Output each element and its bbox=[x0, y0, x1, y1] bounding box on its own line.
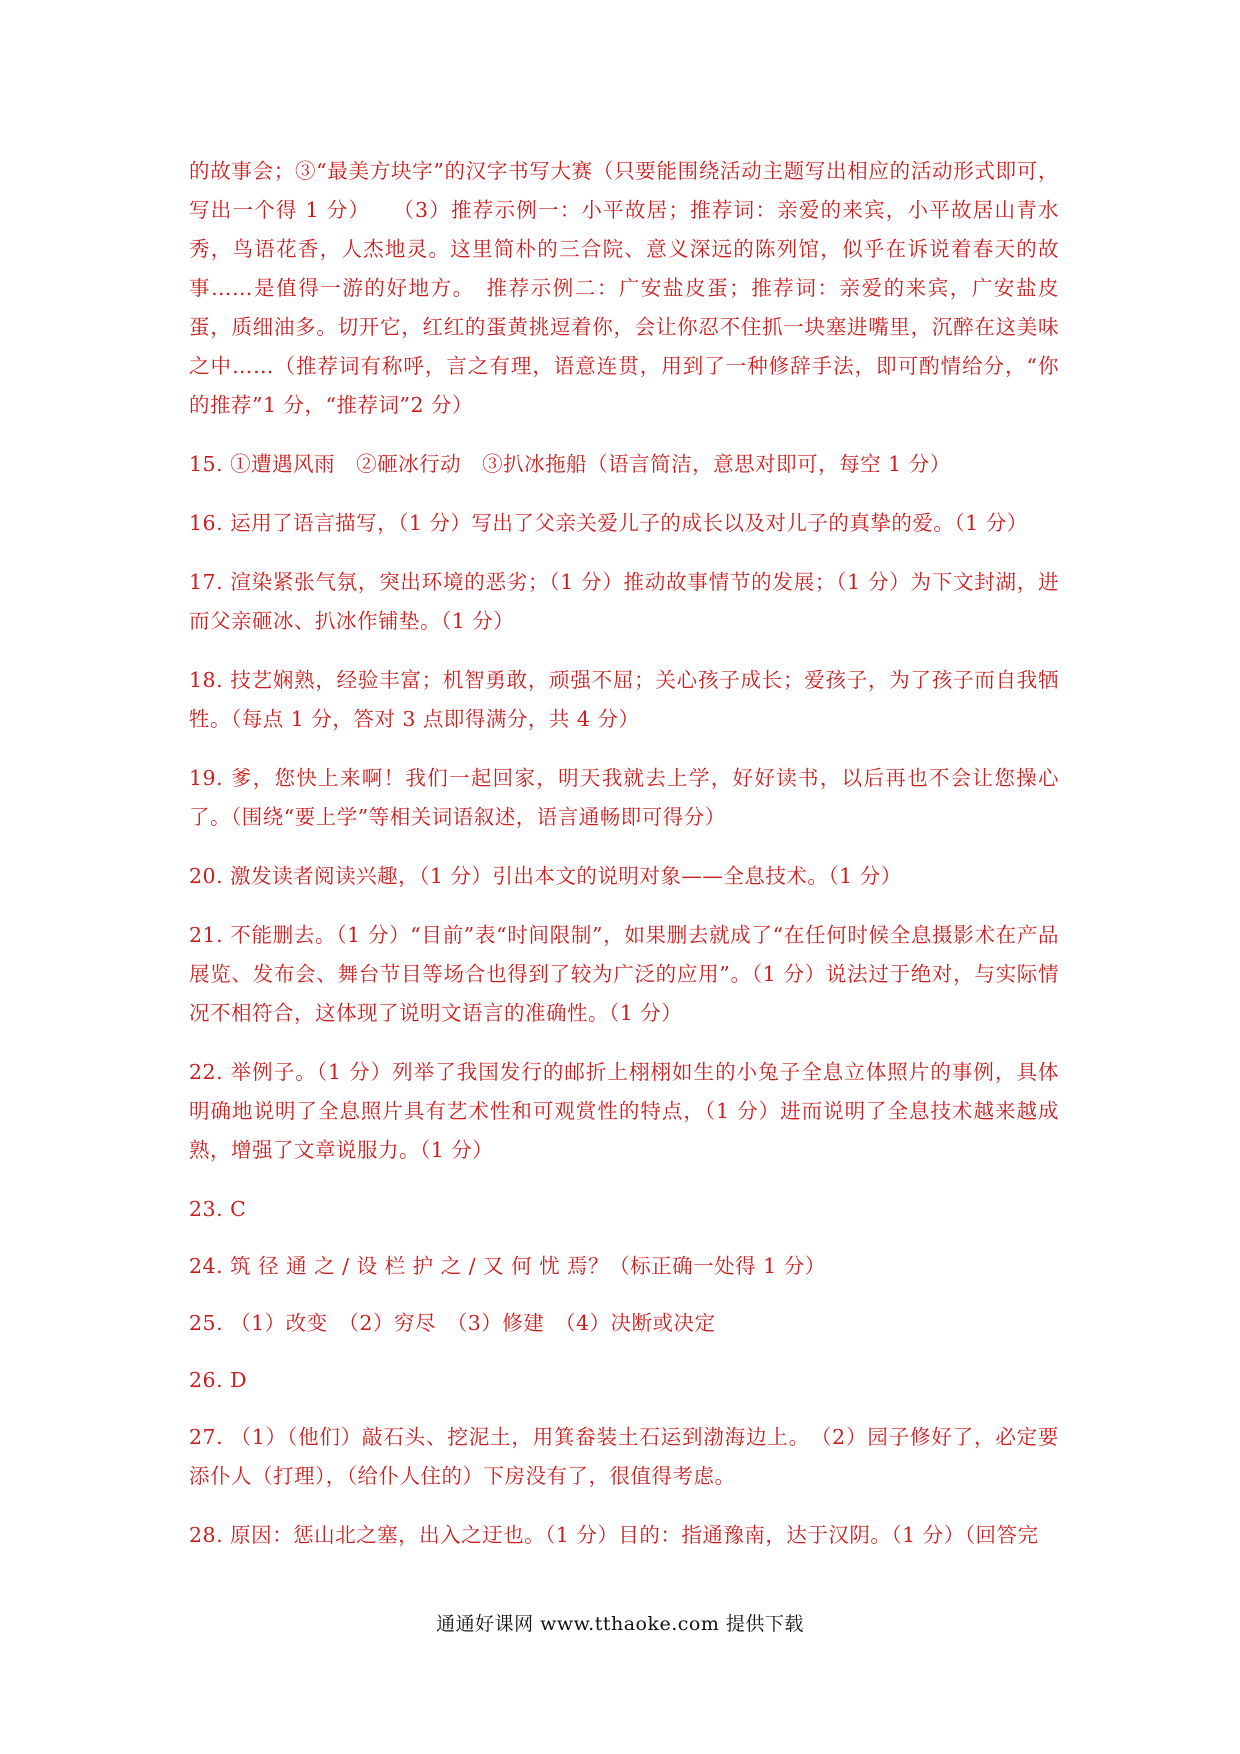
answer-21: 21. 不能删去。（1 分）“目前”表“时间限制”，如果删去就成了“在任何时候全息摄影术在产品展览、发布会、舞台节目等场合也得到了较为广泛的应用”。（1 分）说法过于绝对，与实际情况不相符合，这体现了说明文语言的准确性。（1 分） bbox=[189, 923, 1059, 1025]
answer-22: 22. 举例子。（1 分）列举了我国发行的邮折上栩栩如生的小兔子全息立体照片的事例，具体明确地说明了全息照片具有艺术性和可观赏性的特点，（1 分）进而说明了全息技术越来越成熟，增强了文章说服力。（1 分） bbox=[189, 1060, 1059, 1162]
answer-19: 19. 爹，您快上来啊！我们一起回家，明天我就去上学，好好读书，以后再也不会让您操心了。（围绕“要上学”等相关词语叙述，语言通畅即可得分） bbox=[189, 766, 1059, 829]
answer-23: 23. C bbox=[189, 1197, 247, 1221]
answer-24: 24. 筑 径 通 之 / 设 栏 护 之 / 又 何 忧 焉？（标正确一处得 1 分） bbox=[189, 1254, 826, 1278]
answer-16: 16. 运用了语言描写，（1 分）写出了父亲关爱儿子的成长以及对儿子的真挚的爱。（1 分） bbox=[189, 511, 1028, 535]
answer-27: 27. （1）（他们）敲石头、挖泥土，用箕畚装土石运到渤海边上。 （2）园子修好了，必定要添仆人（打理），（给仆人住的）下房没有了，很值得考虑。 bbox=[189, 1425, 1059, 1488]
answer-15: 15. ①遭遇风雨 ②砸冰行动 ③扒冰拖船（语言简洁，意思对即可，每空 1 分） bbox=[189, 452, 951, 476]
answer-28: 28. 原因：惩山北之塞，出入之迂也。（1 分）目的：指通豫南，达于汉阴。（1 分）（回答完 bbox=[189, 1523, 1039, 1547]
answer-key-content bbox=[189, 152, 1059, 1575]
answer-18: 18. 技艺娴熟，经验丰富；机智勇敢，顽强不屈；关心孩子成长；爱孩子，为了孩子而自我牺牲。（每点 1 分，答对 3 点即得满分，共 4 分） bbox=[189, 668, 1059, 731]
answer-25: 25. （1）改变 （2）穷尽 （3）修建 （4）决断或决定 bbox=[189, 1311, 716, 1335]
answer-17: 17. 渲染紧张气氛，突出环境的恶劣；（1 分）推动故事情节的发展；（1 分）为下文封湖，进而父亲砸冰、扒冰作铺垫。（1 分） bbox=[189, 570, 1059, 633]
page-footer-watermark: 通通好课网 www.tthaoke.com 提供下载 bbox=[436, 1613, 804, 1635]
answer-14-continued: 的故事会；③“最美方块字”的汉字书写大赛（只要能围绕活动主题写出相应的活动形式即可，写出一个得 1 分） （3）推荐示例一：小平故居；推荐词：亲爱的来宾，小平故居山青水秀，鸟语花香，人杰地灵。这里简朴的三合院、意义深远的陈列馆，似乎在诉说着春天的故事……是值得一游的好地方。 推荐示例二：广安盐皮蛋；推荐词：亲爱的来宾，广安盐皮蛋，质细油多。切开它，红红的蛋黄挑逗着你，会让你忍不住抓一块塞进嘴里，沉醉在这美味之中……（推荐词有称呼，言之有理，语意连贯，用到了一种修辞手法，即可酌情给分，“你的推荐”1 分，“推荐词”2 分） bbox=[189, 159, 1059, 417]
answer-26: 26. D bbox=[189, 1368, 248, 1392]
answer-20: 20. 激发读者阅读兴趣，（1 分）引出本文的说明对象——全息技术。（1 分） bbox=[189, 864, 902, 888]
